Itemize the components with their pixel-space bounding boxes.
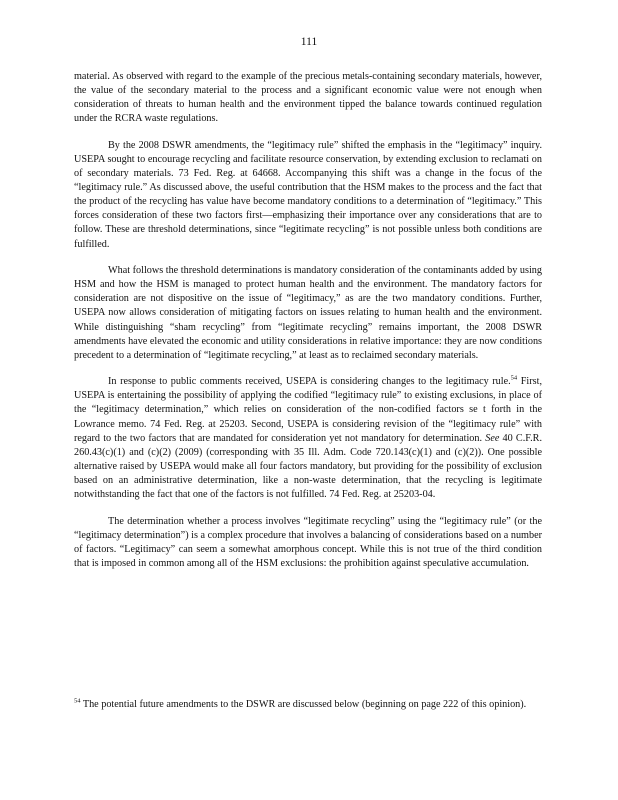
footnote-marker: 54 <box>74 697 81 705</box>
paragraph-legitimacy-rule-shift: By the 2008 DSWR amendments, the “legitimacy rule” shifted the emphasis in the “legitimacy” inquiry. USEPA sought to encourage recycling and facilitate resource conservation, by extending exclusion to reclamati on of secondary materials. 73 Fed. Reg. at 64668. Accompanying this shift was a change in the focus of the “legitimacy rule.” As discussed above, the useful contribution that the HSM makes to the process and the fact that the product of the recycling has value have become mandatory conditions to a determination of “legitimacy.” This forces consideration of these two factors first—emphasizing their importance over any considerations that are to follow. These are threshold determinations, since “legitimate recycling” is not possible unless both conditions are fulfilled. <box>74 139 542 250</box>
paragraph-threshold-determinations: What follows the threshold determinations is mandatory consideration of the contaminants added by using HSM and how the HSM is managed to protect human health and the environment. The mandatory factors for consideration are not dispositive on the issue of “legitimacy,” as are the two mandatory conditions. Further, USEPA now allows consideration of mitigating factors on issues relating to human health and the environment. While distinguishing “sham recycling” from “legitimate recycling” remains important, the 2008 DSWR amendments have elevated the economic and utility considerations in relative importance: they are now conditions precedent to a determination of “legitimate recycling,” at least as to reclaimed secondary materials. <box>74 265 542 361</box>
paragraph-proposed-changes-body: First, USEPA is entertaining the possibility of applying the codified “legitimacy rule” to existing exclusions, in place of the “legitimacy determination,” which relies on consideration of the non-codified factors se t forth in the Lowrance memo. 74 Fed. Reg. at 25203. Second, USEPA is considering revision of the “legitimacy rule” with regard to the two factors that are mandated for consideration yet not mandatory for determination. <box>74 376 542 444</box>
paragraph-proposed-changes-intro: In response to public comments received, USEPA is considering changes to the legitimacy rule. <box>108 376 511 388</box>
citation-signal: See <box>485 432 500 444</box>
body-text <box>74 70 542 584</box>
paragraph-complex-procedure: The determination whether a process involves “legitimate recycling” using the “legitimacy rule” (or the “legitimacy determination”) is a complex procedure that involves a balancing of considerations based on a number of factors. “Legitimacy” can seem a somewhat amorphous concept. While this is not true of the third condition that is imposed in common among all of the HSM exclusions: the prohibition against speculative accumulation. <box>74 515 542 569</box>
footnote-reference[interactable]: 54 <box>510 374 518 382</box>
paragraph-proposed-changes <box>74 375 542 502</box>
paragraph-continuation: material. As observed with regard to the example of the precious metals-containing secondary materials, however, the value of the secondary material to the process and a significant economic value were not enough when consideration of threats to human health and the environment tipped the balance towards continued regulation under the RCRA waste regulations. <box>74 71 542 125</box>
paragraph-proposed-changes-rest: 40 C.F.R. 260.43(c)(1) and (c)(2) (2009) (corresponding with 35 Ill. Adm. Code 720.143(c)(1) and (c)(2)). One possible alternative raised by USEPA would make all four factors mandatory, but providing for the possibility of exclusion based on an administrative determination, like a non-waste determination, that the recycling is legitimate notwithstanding the fact that one of the factors is not fulfilled. 74 Fed. Reg. at 25203-04. <box>74 432 542 501</box>
page-number: 111 <box>300 36 318 48</box>
footnote <box>74 698 542 712</box>
footnote-text: The potential future amendments to the DSWR are discussed below (beginning on page 222 of this opinion). <box>80 699 527 710</box>
